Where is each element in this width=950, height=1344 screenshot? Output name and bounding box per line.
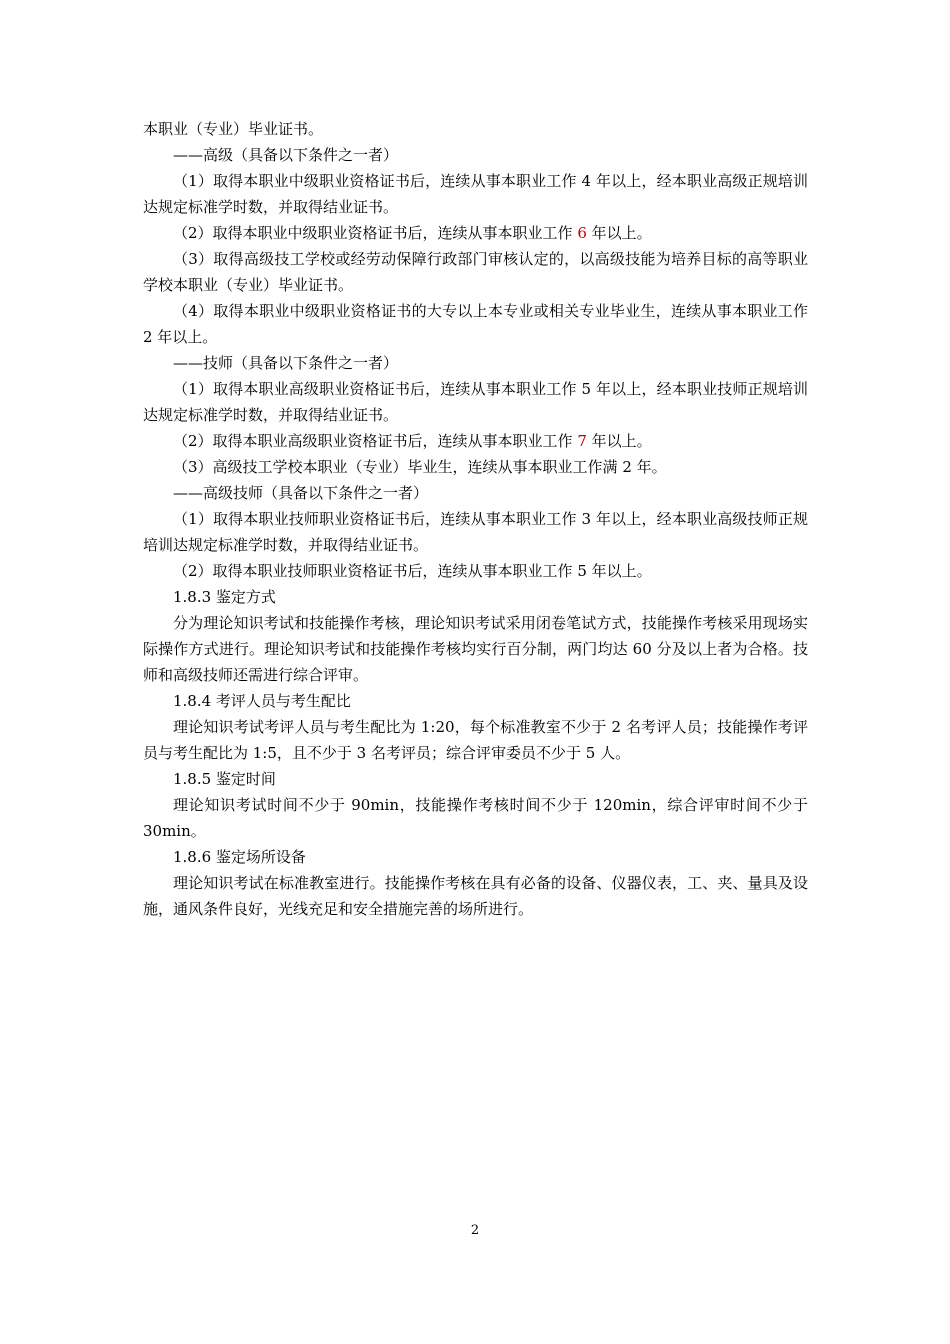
list-item-technician-3: （3）高级技工学校本职业（专业）毕业生，连续从事本职业工作满 2 年。 [173, 458, 667, 476]
list-item-technician-2 [143, 428, 808, 454]
section-body-1-8-4: 理论知识考试考评人员与考生配比为 1:20，每个标准教室不少于 2 名考评人员；技能操作考评员与考生配比为 1:5，且不少于 3 名考评员；综合评审委员不少于 5 人。 [143, 718, 808, 762]
list-item-senior-technician-1: （1）取得本职业技师职业资格证书后，连续从事本职业工作 3 年以上，经本职业高级技师正规培训达规定标准学时数，并取得结业证书。 [143, 510, 808, 554]
list-item-senior-1: （1）取得本职业中级职业资格证书后，连续从事本职业工作 4 年以上，经本职业高级正规培训达规定标准学时数，并取得结业证书。 [143, 172, 808, 216]
list-item-senior-2-after: 年以上。 [586, 224, 652, 242]
section-body-1-8-5: 理论知识考试时间不少于 90min，技能操作考核时间不少于 120min，综合评审时间不少于 30min。 [143, 796, 808, 840]
page-number: 2 [470, 1223, 480, 1238]
paragraph-continuation: 本职业（专业）毕业证书。 [143, 120, 324, 138]
list-item-technician-2-after: 年以上。 [586, 432, 652, 450]
highlight-years-7: 7 [577, 432, 587, 450]
list-item-technician-1: （1）取得本职业高级职业资格证书后，连续从事本职业工作 5 年以上，经本职业技师正规培训达规定标准学时数，并取得结业证书。 [143, 380, 808, 424]
section-heading-1-8-5: 1.8.5 鉴定时间 [173, 770, 276, 788]
list-item-senior-2 [143, 220, 808, 246]
section-heading-1-8-4: 1.8.4 考评人员与考生配比 [173, 692, 351, 710]
list-item-senior-3: （3）取得高级技工学校或经劳动保障行政部门审核认定的，以高级技能为培养目标的高等职业学校本职业（专业）毕业证书。 [143, 250, 808, 294]
section-body-1-8-6: 理论知识考试在标准教室进行。技能操作考核在具有必备的设备、仪器仪表，工、夹、量具及设施，通风条件良好，光线充足和安全措施完善的场所进行。 [143, 874, 808, 918]
document-body [143, 116, 808, 922]
list-item-senior-technician-2: （2）取得本职业技师职业资格证书后，连续从事本职业工作 5 年以上。 [173, 562, 652, 580]
list-item-senior-2-before: （2）取得本职业中级职业资格证书后，连续从事本职业工作 [173, 224, 578, 242]
list-item-technician-2-before: （2）取得本职业高级职业资格证书后，连续从事本职业工作 [173, 432, 578, 450]
section-heading-1-8-6: 1.8.6 鉴定场所设备 [173, 848, 306, 866]
section-body-1-8-3: 分为理论知识考试和技能操作考核，理论知识考试采用闭卷笔试方式，技能操作考核采用现场实际操作方式进行。理论知识考试和技能操作考核均实行百分制，两门均达 60 分及以上者为合格。技师和高级技师还需进行综合评审。 [143, 614, 808, 684]
list-item-senior-4: （4）取得本职业中级职业资格证书的大专以上本专业或相关专业毕业生，连续从事本职业工作 2 年以上。 [143, 302, 808, 346]
heading-senior-level: ——高级（具备以下条件之一者） [173, 146, 399, 164]
highlight-years-6: 6 [577, 224, 587, 242]
section-heading-1-8-3: 1.8.3 鉴定方式 [173, 588, 276, 606]
heading-senior-technician: ——高级技师（具备以下条件之一者） [173, 484, 429, 502]
heading-technician: ——技师（具备以下条件之一者） [173, 354, 399, 372]
